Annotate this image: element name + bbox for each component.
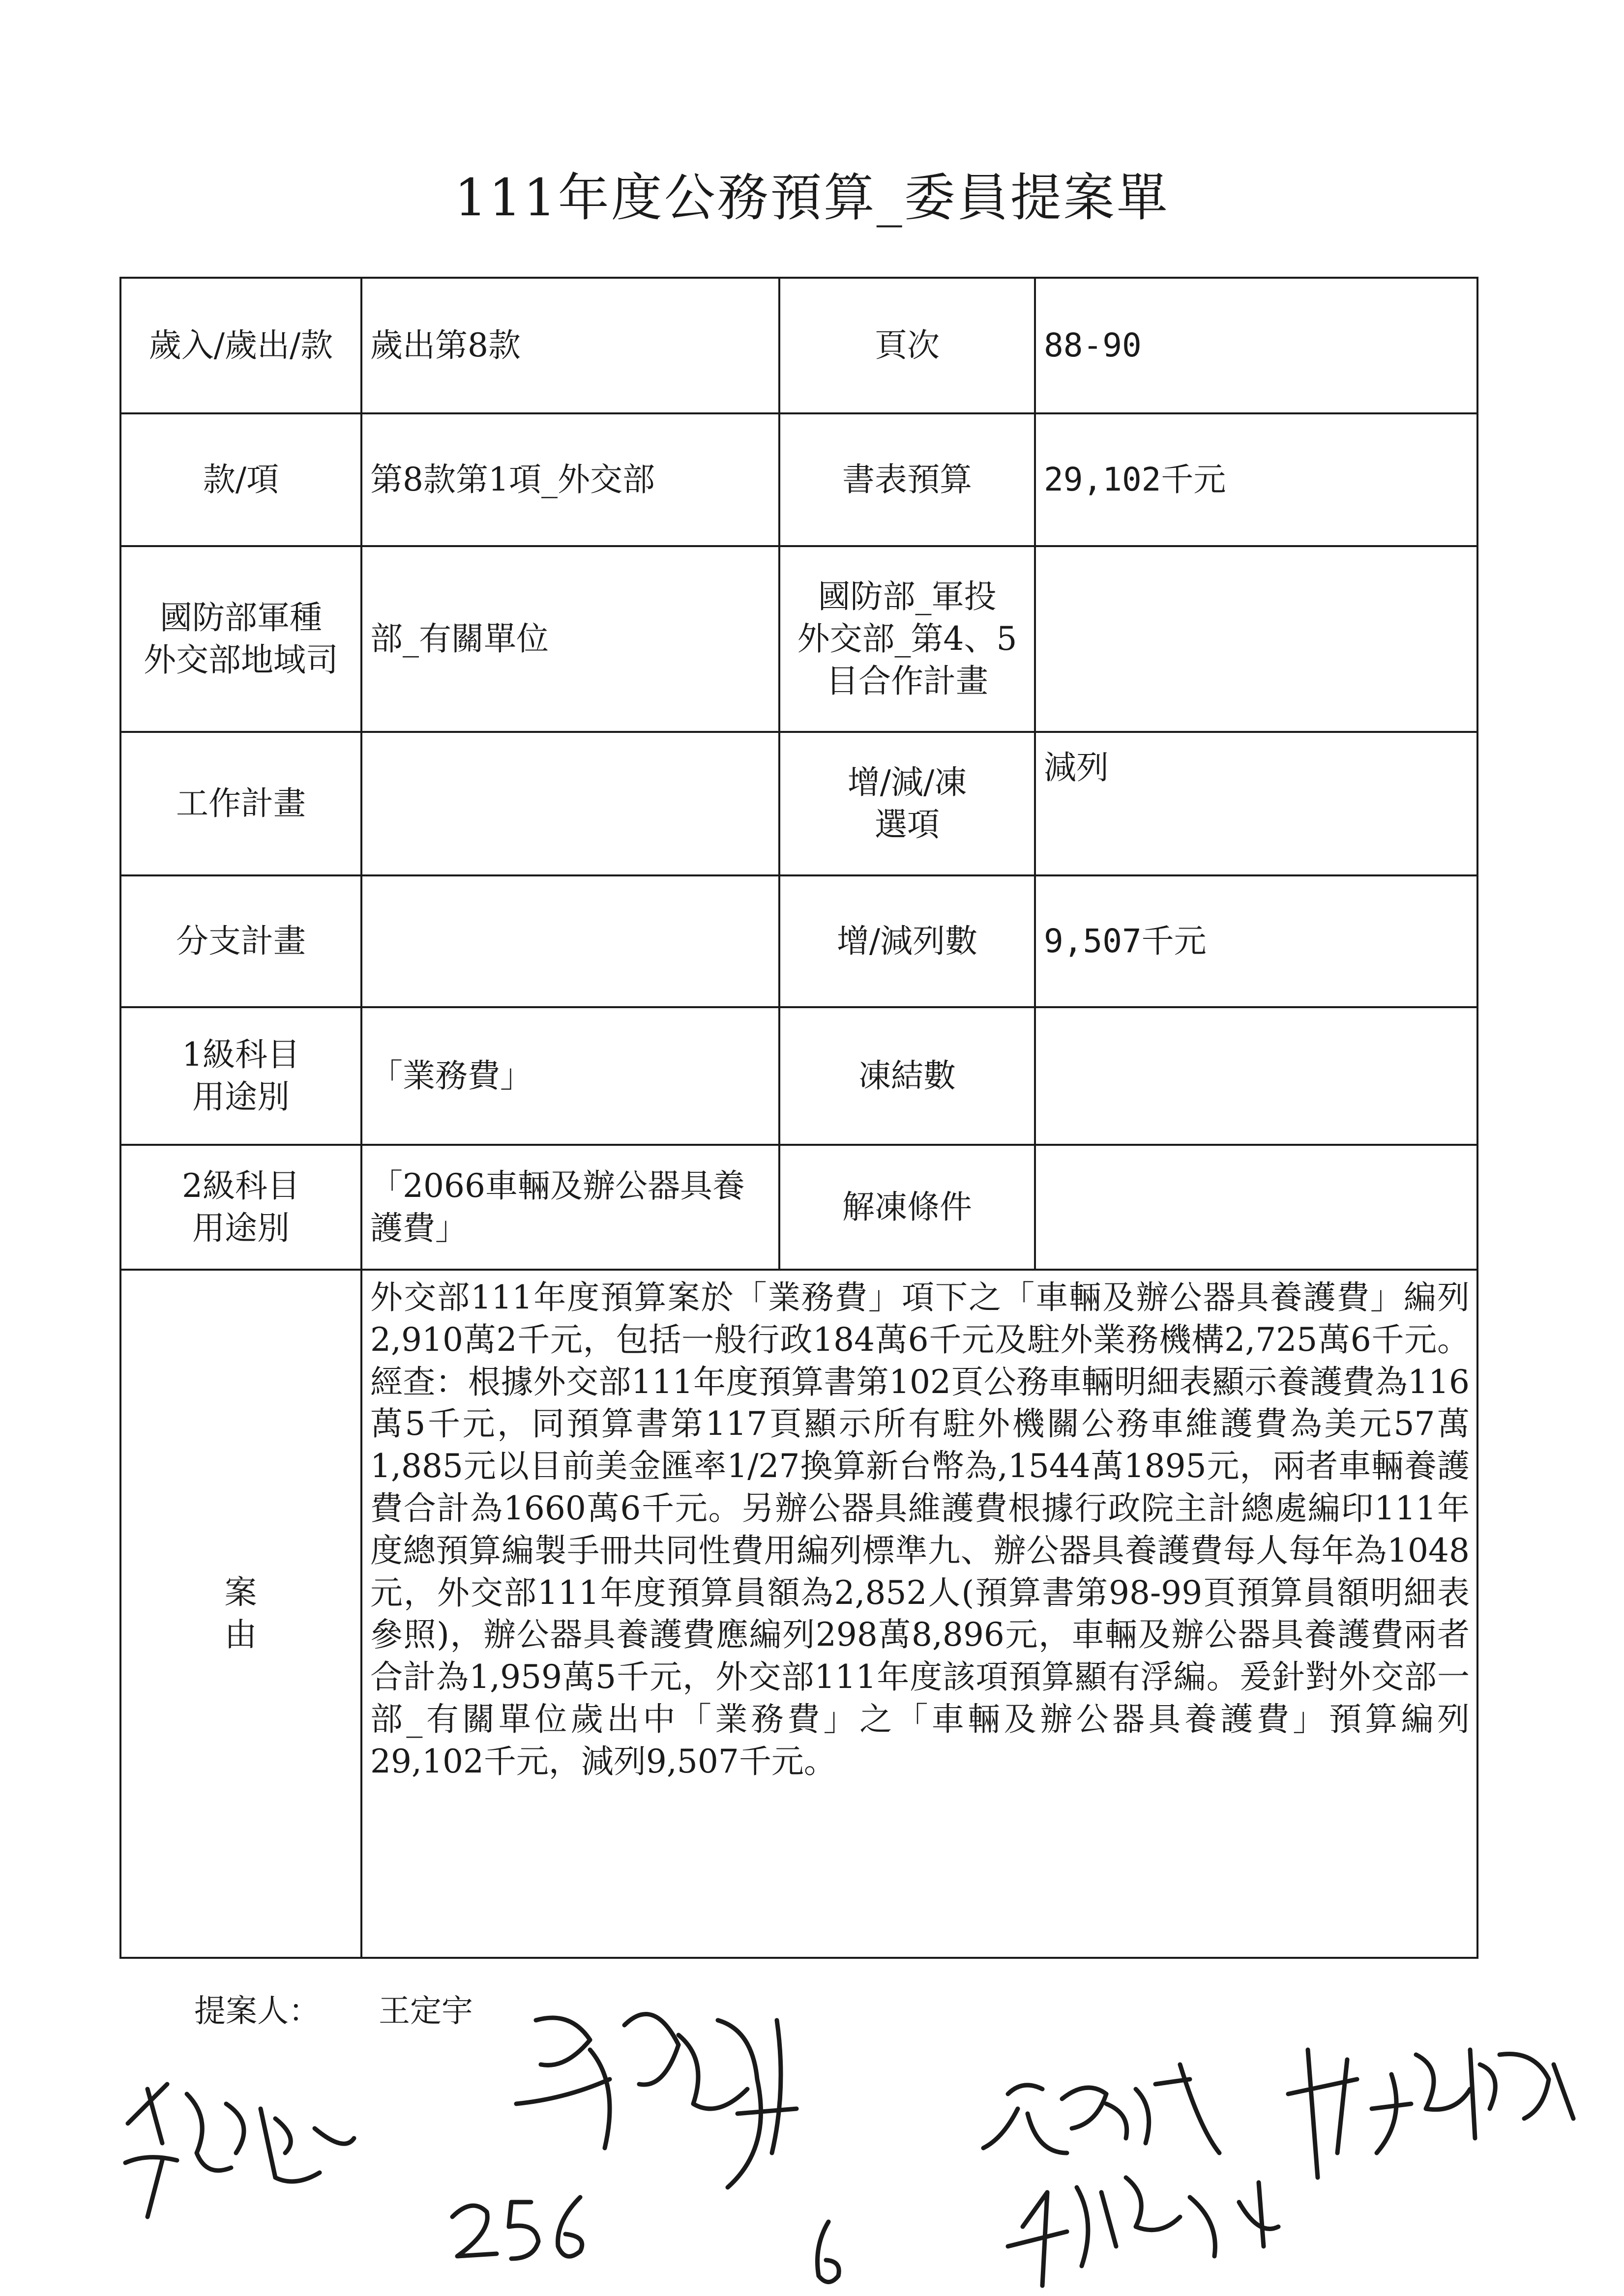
signature-mark — [125, 2084, 354, 2217]
label-page: 頁次 — [779, 278, 1035, 413]
label-level2: 2級科目 用途別 — [120, 1145, 361, 1270]
page-title: 111年度公務預算_委員提案單 — [454, 168, 1170, 228]
value-level1: 「業務費」 — [361, 1007, 779, 1145]
row-sub-plan — [120, 875, 1477, 1007]
handwritten-digit-mark — [818, 2222, 839, 2282]
row-level1 — [120, 1007, 1477, 1145]
value-level2: 「2066車輛及辦公器具養護費」 — [361, 1145, 779, 1270]
signature-mark — [516, 2014, 797, 2188]
label-reason: 案由 — [120, 1270, 361, 1958]
row-level2 — [120, 1145, 1477, 1270]
value-sub-plan — [361, 875, 779, 1007]
proposer-label: 提案人： — [194, 1993, 320, 2030]
row-section — [120, 413, 1477, 546]
value-category: 歲出第8款 — [361, 278, 779, 413]
signature-mark — [1288, 2050, 1573, 2178]
reason-text: 外交部111年度預算案於「業務費」項下之「車輛及辦公器具養護費」編列2,910萬2千元，包括一般行政184萬6千元及駐外業務機構2,725萬6千元。經查：根據外交部111年度預算書第102頁公務車輛明細表顯示養護費為116萬5千元，同預算書第117頁顯示所有駐外機關公務車維護費為美元57萬1,885元以目前美金匯率1/27換算新台幣為,1544萬1895元，兩者車輛養護費合計為1660萬6千元。另辦公器具維護費根據行政院主計總處編印111年度總預算編製手冊共同性費用編列標準九、辦公器具養護費每人每年為1048元，外交部111年度預算員額為2,852人(預算書第98-99頁預算員額明細表參照)，辦公器具養護費應編列298萬8,896元，車輛及辦公器具養護費兩者合計為1,959萬5千元，外交部111年度該項預算顯有浮編。爰針對外交部一部_有關單位歲出中「業務費」之「車輛及辦公器具養護費」預算編列29,102千元，減列9,507千元。 — [361, 1270, 1477, 1958]
handwritten-number-mark — [452, 2197, 582, 2259]
label-plan: 國防部_軍投 外交部_第4、5 目合作計畫 — [779, 546, 1035, 732]
signature-mark — [983, 2064, 1219, 2153]
value-option: 減列 — [1035, 732, 1477, 875]
value-unit: 部_有關單位 — [361, 546, 779, 732]
label-budget: 書表預算 — [779, 413, 1035, 546]
value-budget: 29,102千元 — [1035, 413, 1477, 546]
label-option: 增/減/凍 選項 — [779, 732, 1035, 875]
label-category: 歲入/歲出/款 — [120, 278, 361, 413]
value-plan — [1035, 546, 1477, 732]
row-category — [120, 278, 1477, 413]
value-adjust-amount: 9,507千元 — [1035, 875, 1477, 1007]
proposal-form-table — [119, 277, 1478, 1959]
row-work-plan — [120, 732, 1477, 875]
label-unfreeze: 解凍條件 — [779, 1145, 1035, 1270]
value-section: 第8款第1項_外交部 — [361, 413, 779, 546]
label-sub-plan: 分支計畫 — [120, 875, 361, 1007]
label-adjust-amount: 增/減列數 — [779, 875, 1035, 1007]
proposer-name: 王定宇 — [379, 1993, 473, 2030]
value-unfreeze — [1035, 1145, 1477, 1270]
value-work-plan — [361, 732, 779, 875]
label-unit: 國防部軍種 外交部地域司 — [120, 546, 361, 732]
signature-mark — [1008, 2178, 1278, 2286]
label-section: 款/項 — [120, 413, 361, 546]
value-freeze — [1035, 1007, 1477, 1145]
signatures — [0, 1991, 1624, 2296]
value-page: 88-90 — [1035, 278, 1477, 413]
label-level1: 1級科目 用途別 — [120, 1007, 361, 1145]
row-unit — [120, 546, 1477, 732]
row-reason — [120, 1270, 1477, 1958]
label-work-plan: 工作計畫 — [120, 732, 361, 875]
label-freeze: 凍結數 — [779, 1007, 1035, 1145]
